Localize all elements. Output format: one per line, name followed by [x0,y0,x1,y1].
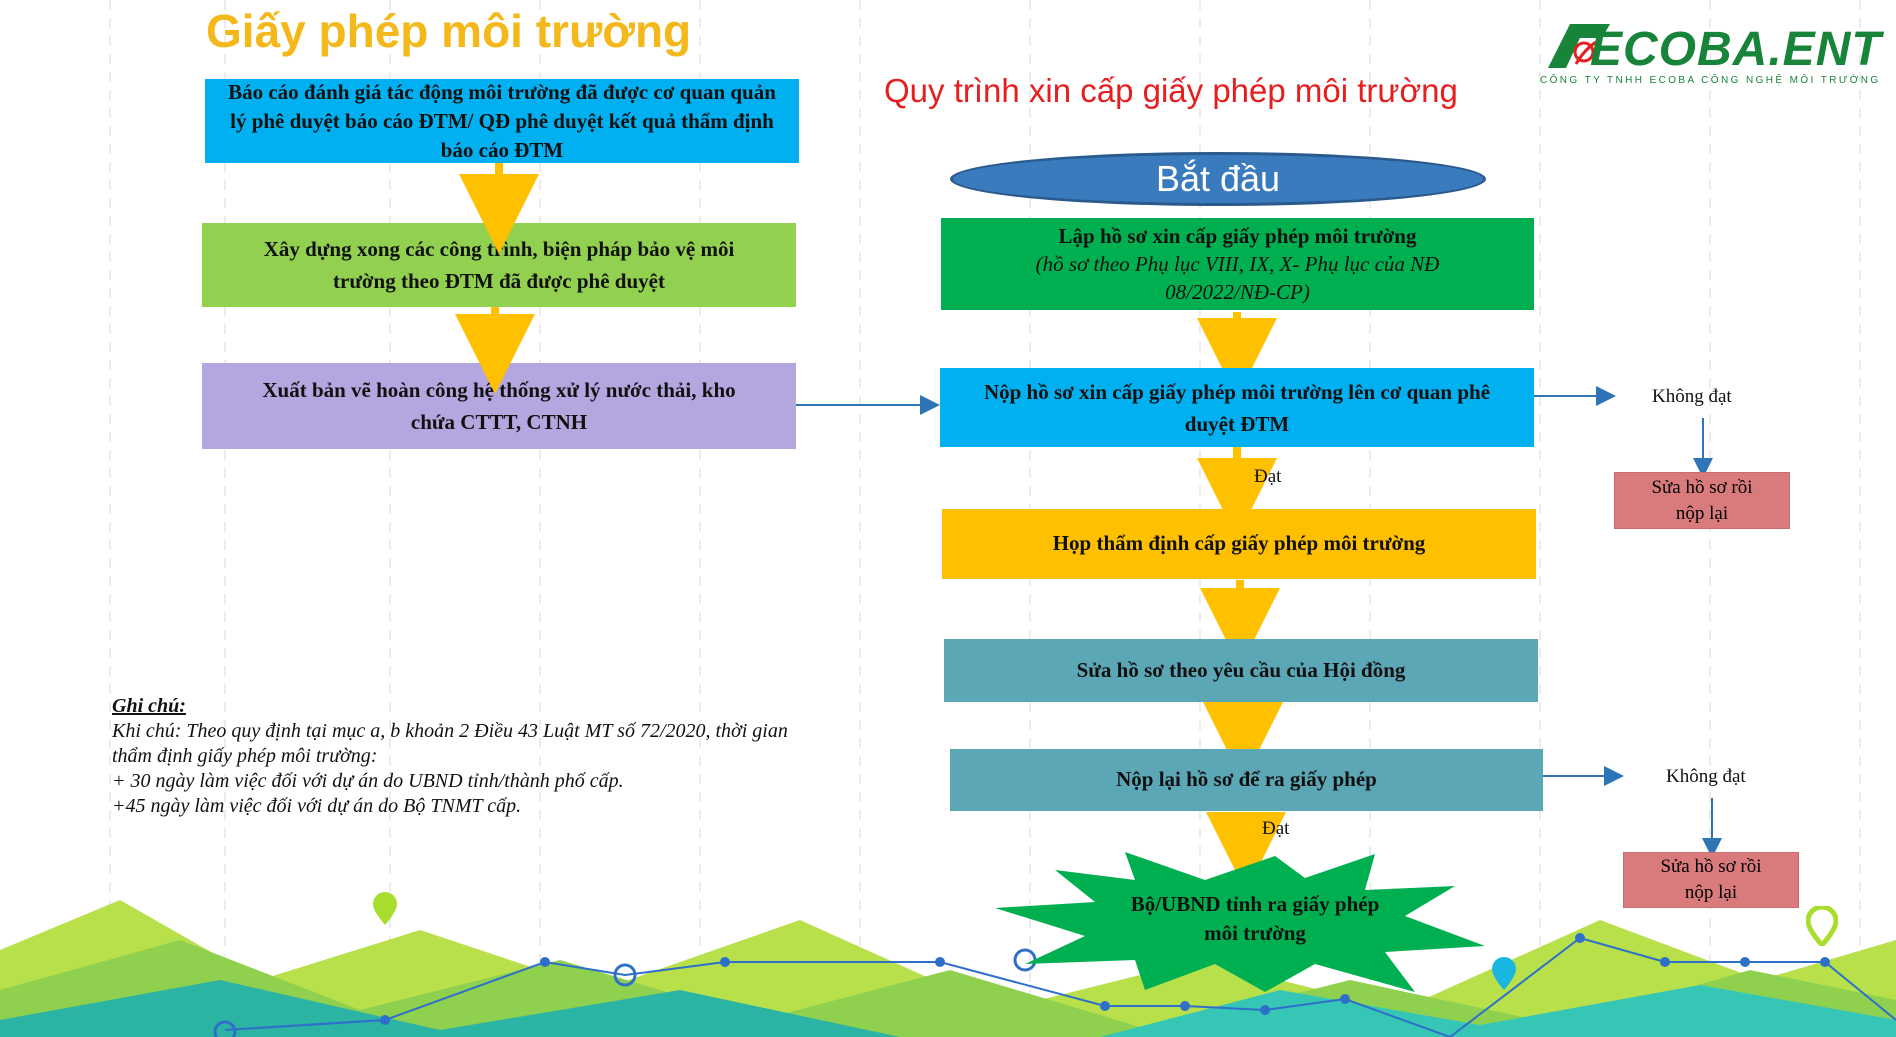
pass-label-1: Đạt [1254,466,1282,487]
fail-label-1: Không đạt [1652,386,1732,407]
end-node-label: Bộ/UBND tỉnh ra giấy phép môi trường [1130,892,1380,945]
pass-label-2: Đạt [1262,818,1290,839]
fail-label-2: Không đạt [1666,766,1746,787]
page-subtitle: Quy trình xin cấp giấy phép môi trường [884,72,1458,109]
page-title: Giấy phép môi trường [206,5,692,57]
left-step-1: Báo cáo đánh giá tác động môi trường đã được cơ quan quản lý phê duyệt báo cáo ĐTM/ QĐ phê duyệt kết quả thẩm định báo cáo ĐTM [205,79,799,163]
step-prepare-dossier [941,218,1534,310]
note-line-3: +45 ngày làm việc đối với dự án do Bộ TNMT cấp. [112,795,522,817]
fix-resubmit-box-2: Sửa hồ sơ rồi nộp lại [1623,852,1799,908]
note-heading: Ghi chú: [112,695,186,717]
step-revise-dossier: Sửa hồ sơ theo yêu cầu của Hội đồng [944,639,1538,702]
note-line-1: Khi chú: Theo quy định tại mục a, b khoản 2 Điều 43 Luật MT số 72/2020, thời gian thẩm định giấy phép môi trường: [112,720,788,767]
left-step-3: Xuất bản vẽ hoàn công hệ thống xử lý nước thải, kho chứa CTTT, CTNH [202,363,796,449]
step-prepare-detail: (hồ sơ theo Phụ lục VIII, IX, X- Phụ lục của NĐ 08/2022/NĐ-CP) [1035,252,1440,304]
left-step-2: Xây dựng xong các công trình, biện pháp bảo vệ môi trường theo ĐTM đã được phê duyệt [202,223,796,307]
logo-tagline: CÔNG TY TNHH ECOBA CÔNG NGHỆ MÔI TRƯỜNG [1540,75,1881,86]
step-appraisal-meeting: Họp thẩm định cấp giấy phép môi trường [942,509,1536,579]
note-block [112,694,812,819]
note-line-2: + 30 ngày làm việc đối với dự án do UBND tỉnh/thành phố cấp. [112,770,624,792]
step-resubmit-dossier: Nộp lại hồ sơ để ra giấy phép [950,749,1543,811]
fix-resubmit-box-1: Sửa hồ sơ rồi nộp lại [1614,472,1790,529]
step-submit-dossier: Nộp hồ sơ xin cấp giấy phép môi trường lên cơ quan phê duyệt ĐTM [940,368,1534,447]
step-prepare-title: Lập hồ sơ xin cấp giấy phép môi trường [1058,224,1417,248]
logo-wordmark: ECOBA.ENT [1590,23,1882,76]
start-node: Bắt đầu [950,152,1486,206]
